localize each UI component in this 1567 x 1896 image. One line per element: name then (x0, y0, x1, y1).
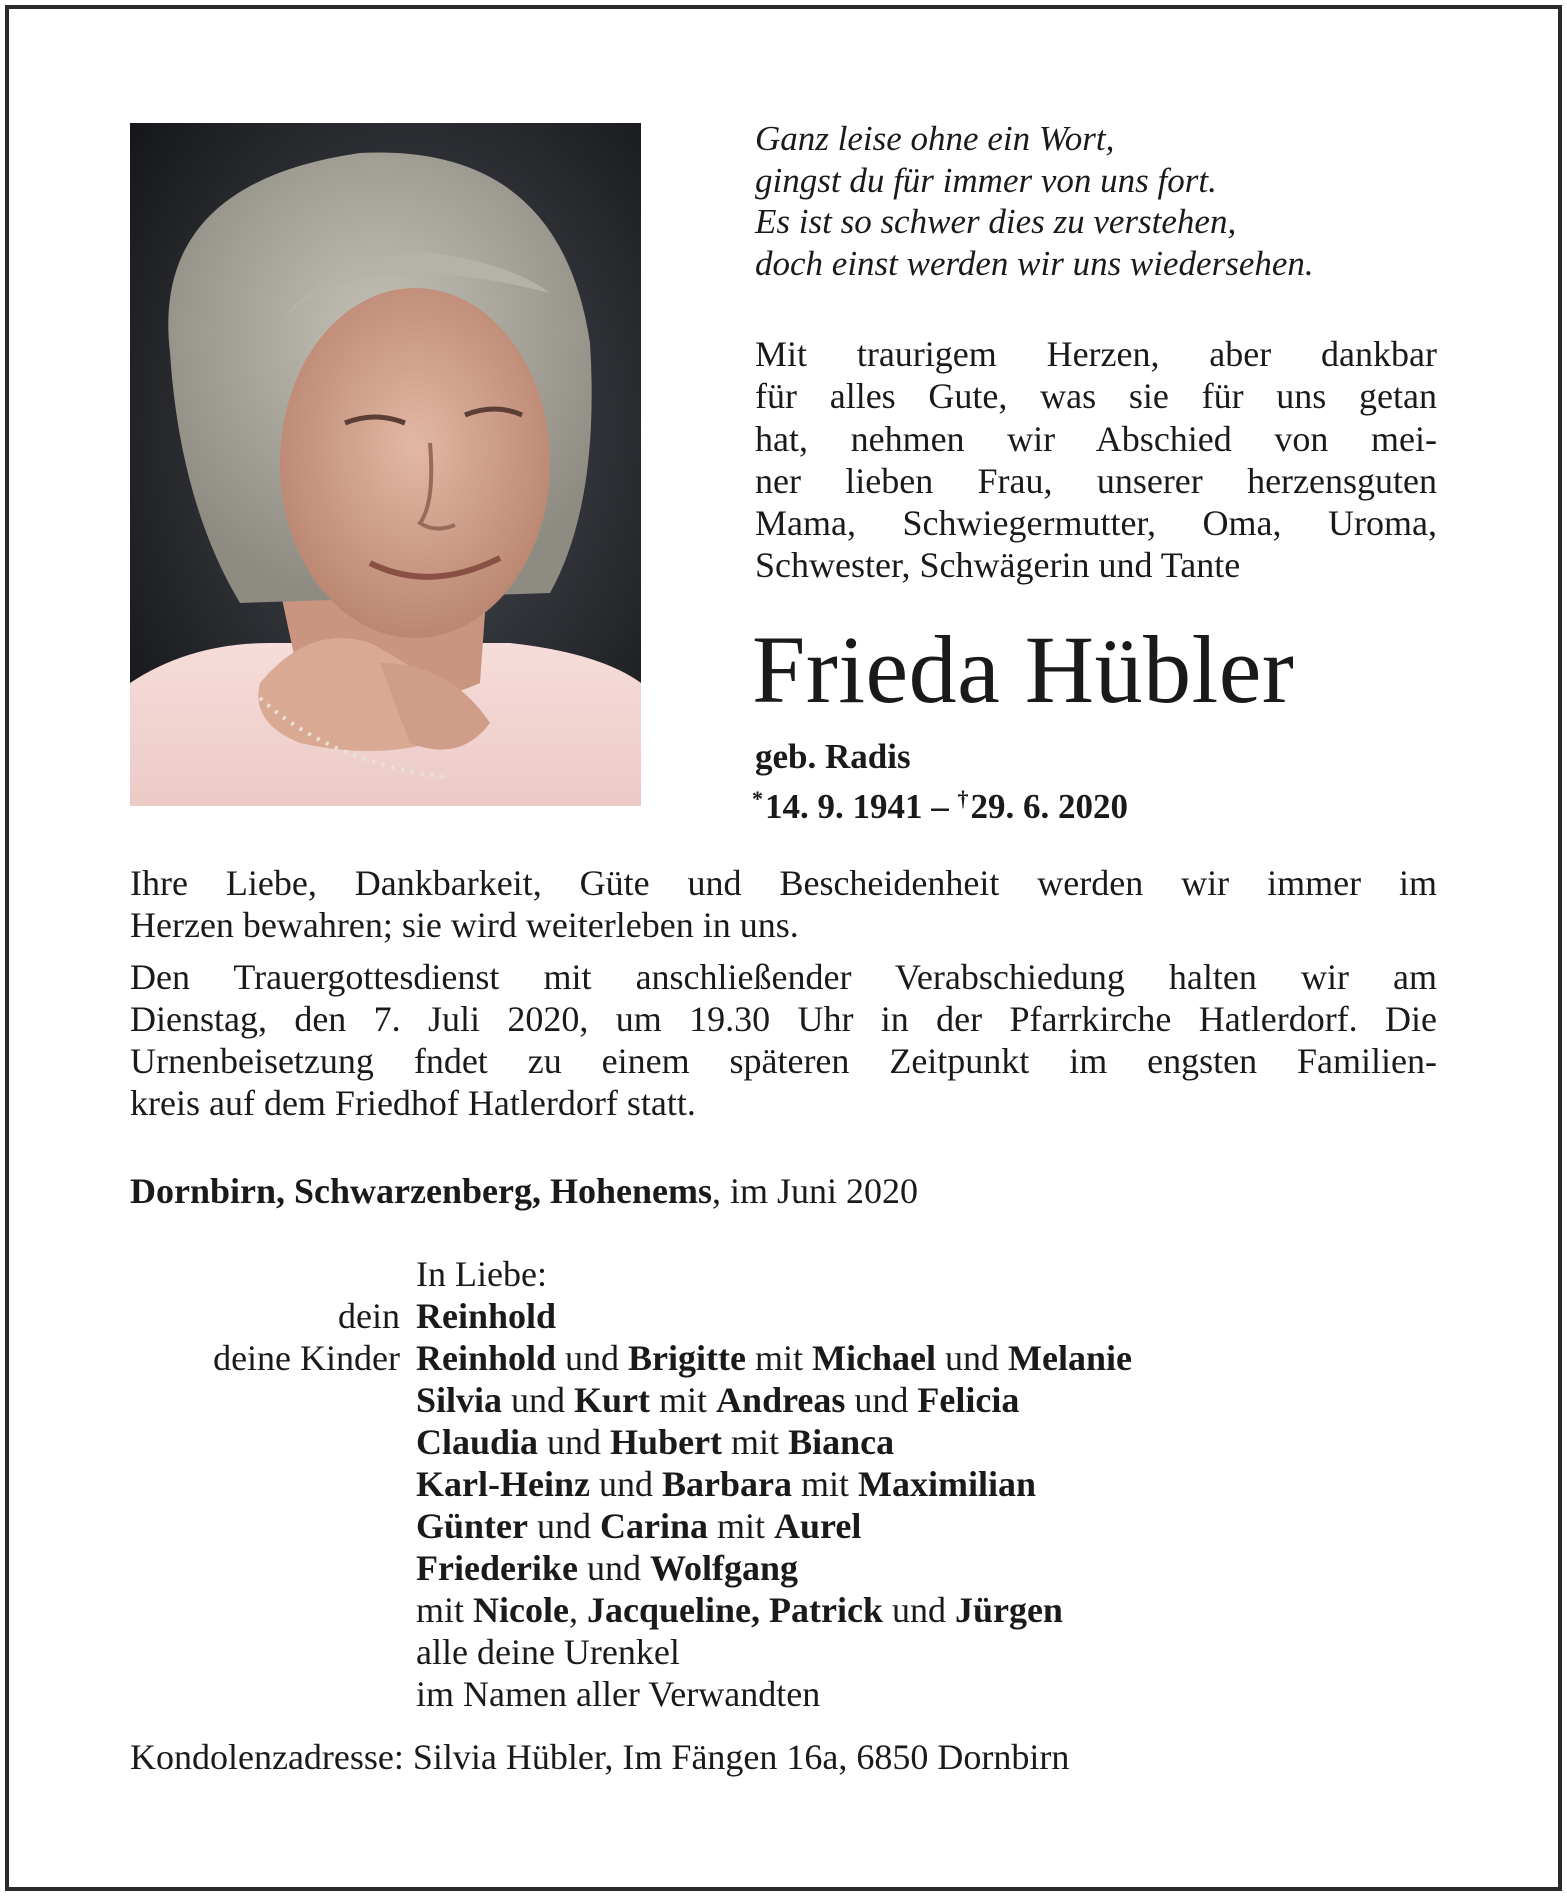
birth-date: 14. 9. 1941 (765, 787, 923, 826)
signature-relation (130, 1505, 416, 1547)
poem-line: Ganz leise ohne ein Wort, (755, 119, 1115, 158)
signature-relation (130, 1673, 416, 1715)
connector-text: alle deine Urenkel (416, 1632, 680, 1672)
connector-text: mit (791, 1464, 858, 1504)
poem-line: Es ist so schwer dies zu verstehen, (755, 202, 1237, 241)
person-name: Bianca (788, 1422, 895, 1462)
person-name: Jürgen (954, 1590, 1063, 1630)
paragraph-line: Den Trauergottesdienst mit anschließender Verabschiedung halten wir am (130, 957, 1437, 997)
signature-row (130, 1631, 1440, 1673)
person-name: Michael (812, 1338, 936, 1378)
signature-row (130, 1463, 1440, 1505)
birth-symbol: * (752, 786, 763, 811)
paragraph-line: Herzen bewahren; sie wird weiterleben in uns. (130, 905, 799, 945)
signature-row (130, 1673, 1440, 1715)
person-name: Nicole (473, 1590, 569, 1630)
signature-row (130, 1379, 1440, 1421)
connector-text: mit (416, 1590, 474, 1630)
connector-text: mit (746, 1338, 813, 1378)
condolence-address: Kondolenzadresse: Silvia Hübler, Im Fängen 16a, 6850 Dornbirn (130, 1737, 1070, 1777)
person-name: Silvia (416, 1380, 503, 1420)
intro-line: ner lieben Frau, unserer herzensguten (755, 460, 1437, 501)
person-name: Kurt (574, 1380, 651, 1420)
signature-row (130, 1505, 1440, 1547)
signature-names (416, 1505, 861, 1547)
signature-intro-row (130, 1253, 1440, 1295)
connector-text: , (568, 1590, 587, 1630)
paragraph-line: Dienstag, den 7. Juli 2020, um 19.30 Uhr in der Pfarrkirche Hatlerdorf. Die (130, 999, 1437, 1039)
connector-text: und (502, 1380, 575, 1420)
connector-text: mit (650, 1380, 717, 1420)
connector-text: und (556, 1338, 629, 1378)
signature-relation: deine Kinder (213, 1338, 400, 1378)
person-name: Andreas (716, 1380, 846, 1420)
person-name: Reinhold (416, 1338, 557, 1378)
signature-relation (130, 1463, 416, 1505)
signature-names (416, 1295, 556, 1337)
poem (755, 118, 1435, 284)
memory-paragraph (130, 862, 1437, 946)
signature-row (130, 1589, 1440, 1631)
signature-row (130, 1337, 1440, 1379)
person-name: Barbara (661, 1464, 792, 1504)
person-name: Wolfgang (649, 1548, 798, 1588)
person-name: Reinhold (416, 1296, 557, 1336)
signature-relation (130, 1589, 416, 1631)
poem-line: doch einst werden wir uns wiedersehen. (755, 243, 1314, 283)
signature-row (130, 1295, 1440, 1337)
person-name: Brigitte (628, 1338, 746, 1378)
connector-text: und (577, 1548, 650, 1588)
death-symbol: † (957, 786, 969, 811)
paragraph-line: kreis auf dem Friedhof Hatlerdorf statt. (130, 1083, 696, 1123)
signature-relation (130, 1421, 416, 1463)
person-name: Felicia (917, 1380, 1020, 1420)
signatures (130, 1253, 1440, 1715)
connector-text: und (528, 1506, 600, 1546)
person-name: Aurel (774, 1506, 862, 1546)
person-name: Melanie (1007, 1338, 1132, 1378)
connector-text: im Namen aller Verwandten (416, 1674, 821, 1714)
signature-relation (130, 1379, 416, 1421)
date-separator: – (922, 787, 958, 826)
person-name: Carina (600, 1506, 708, 1546)
portrait-illustration (130, 123, 641, 806)
signature-names (416, 1463, 1036, 1505)
poem-line: gingst du für immer von uns fort. (755, 160, 1217, 200)
towns: Dornbirn, Schwarzenberg, Hohenems (130, 1171, 712, 1211)
connector-text: mit (722, 1422, 789, 1462)
paragraph-line: Ihre Liebe, Dankbarkeit, Güte und Bescheidenheit werden wir immer im (130, 863, 1437, 903)
signature-names (416, 1379, 1019, 1421)
paragraph-line: Urnenbeisetzung fndet zu einem späteren Zeitpunkt im engsten Familien- (130, 1041, 1437, 1081)
intro-line: für alles Gute, was sie für uns getan (755, 376, 1437, 417)
place-date-line (130, 1170, 918, 1212)
connector-text: und (589, 1464, 662, 1504)
connector-text: und (882, 1590, 955, 1630)
person-name: Hubert (610, 1422, 723, 1462)
person-name: Karl-Heinz (416, 1464, 590, 1504)
life-dates (752, 778, 1128, 828)
signature-intro: In Liebe: (416, 1254, 547, 1294)
signature-row (130, 1421, 1440, 1463)
person-name: Maximilian (857, 1464, 1036, 1504)
death-date: 29. 6. 2020 (970, 787, 1128, 826)
signature-names (416, 1421, 894, 1463)
connector-text: und (935, 1338, 1008, 1378)
place-date: , im Juni 2020 (711, 1171, 918, 1211)
signature-names (416, 1673, 820, 1715)
connector-text: mit (708, 1506, 775, 1546)
signature-row (130, 1547, 1440, 1589)
signature-relation: dein (338, 1296, 400, 1336)
signature-names (416, 1589, 1063, 1631)
connector-text: und (538, 1422, 611, 1462)
signature-names (416, 1337, 1132, 1379)
signature-names (416, 1631, 680, 1673)
person-name: Friederike (416, 1548, 578, 1588)
person-name: Günter (416, 1506, 528, 1546)
signature-relation (130, 1631, 416, 1673)
portrait-photo (130, 123, 641, 806)
intro-text (755, 333, 1437, 587)
service-paragraph (130, 956, 1437, 1124)
connector-text: und (845, 1380, 918, 1420)
intro-line: Mit traurigem Herzen, aber dankbar (755, 334, 1437, 374)
person-name: Jacqueline, Patrick (586, 1590, 883, 1630)
person-name: Claudia (416, 1422, 539, 1462)
intro-line: Mama, Schwiegermutter, Oma, Uroma, (755, 503, 1437, 544)
birth-name: geb. Radis (755, 737, 911, 776)
intro-line: Schwester, Schwägerin und Tante (755, 545, 1241, 586)
signature-names (416, 1547, 798, 1589)
deceased-name: Frieda Hübler (752, 616, 1295, 723)
intro-line: hat, nehmen wir Abschied von mei- (755, 418, 1437, 459)
signature-relation (130, 1547, 416, 1589)
